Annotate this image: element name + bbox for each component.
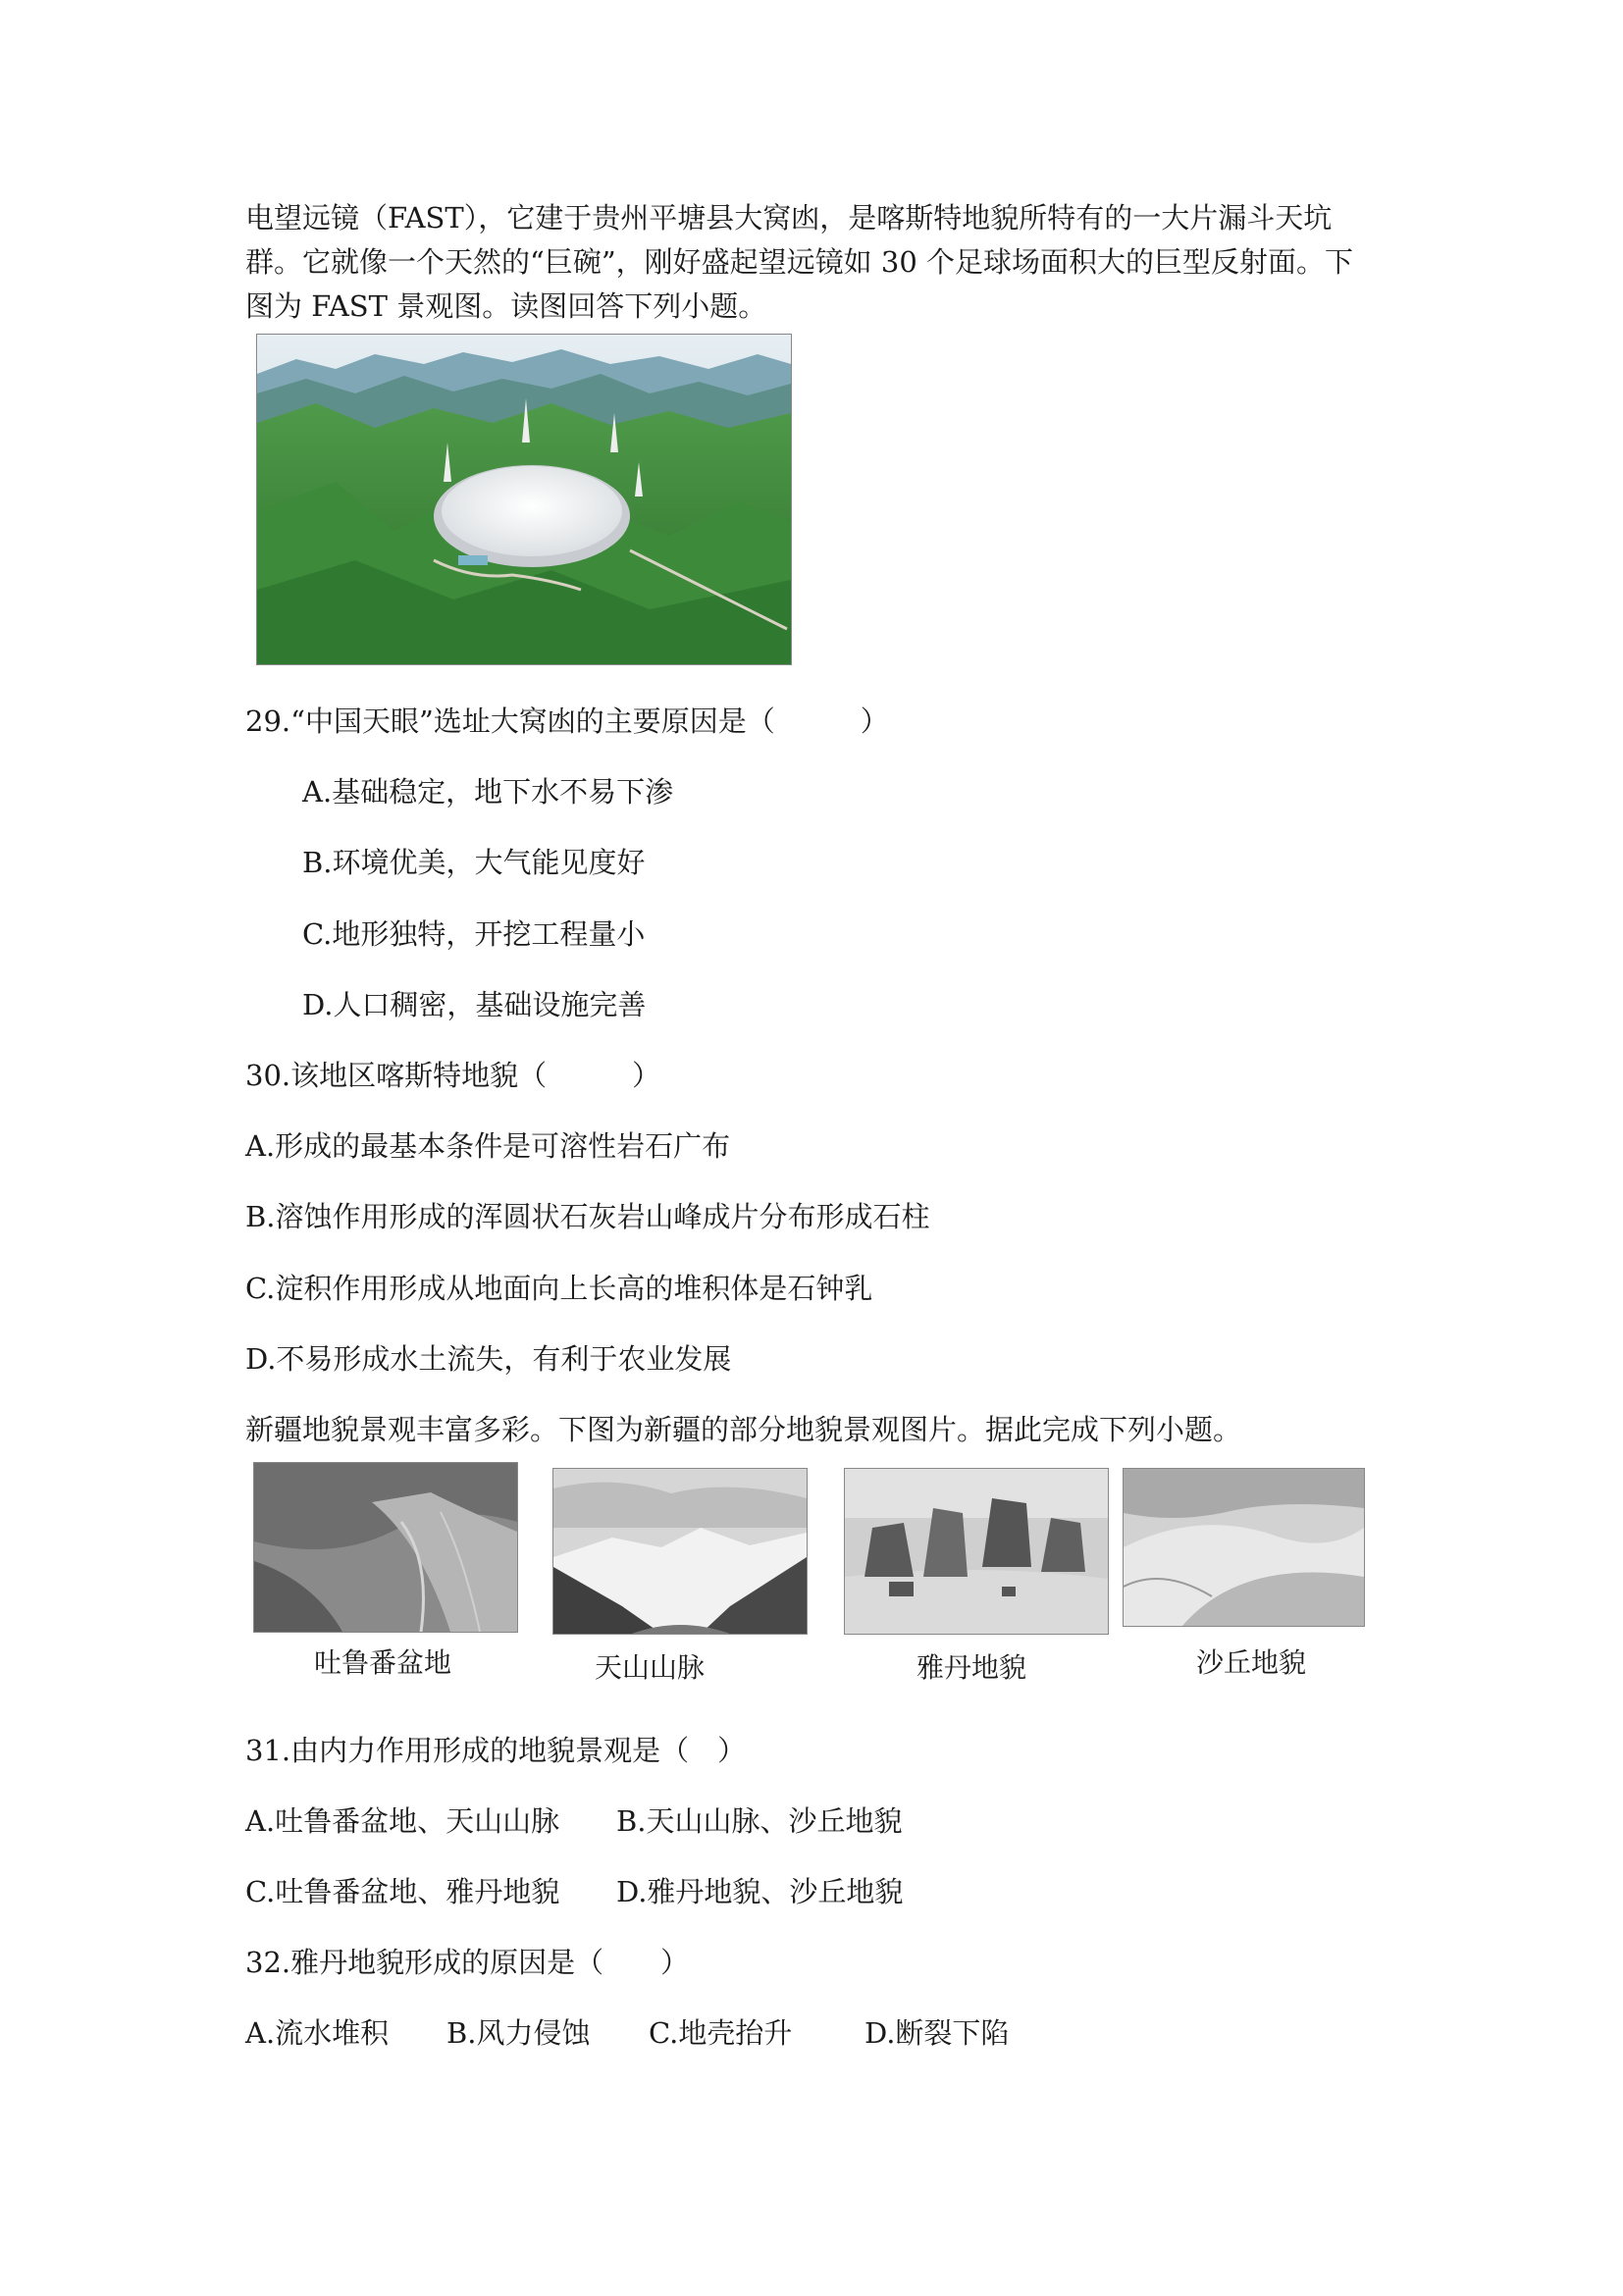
question-31-option-b[interactable]: B.天山山脉、沙丘地貌 [616,1804,903,1838]
caption-yardang-landform: 雅丹地貌 [916,1651,1026,1684]
question-29-option-c[interactable]: C.地形独特，开挖工程量小 [302,917,646,951]
caption-sand-dune: 沙丘地貌 [1195,1646,1306,1679]
yardang-landform-photo [844,1468,1109,1635]
question-32-option-b[interactable]: B.风力侵蚀 [446,2016,591,2050]
intro-line-2: 群。它就像一个天然的“巨碗”，刚好盛起望远镜如 30 个足球场面积大的巨型反射面。下 [245,245,1353,279]
question-32-options-row [245,2011,1009,2055]
sand-dune-photo [1123,1468,1365,1627]
question-32-option-c[interactable]: C.地壳抬升 [649,2016,793,2050]
question-32-stem: 32.雅丹地貌形成的原因是（ ） [245,1946,690,1979]
question-29-option-a[interactable]: A.基础稳定，地下水不易下渗 [302,775,674,809]
question-31-options-row-1 [245,1800,903,1843]
question-32-option-d[interactable]: D.断裂下陷 [864,2016,1010,2050]
question-32-option-a[interactable]: A.流水堆积 [245,2016,390,2050]
question-29-option-b[interactable]: B.环境优美，大气能见度好 [302,846,646,879]
intro-line-3: 图为 FAST 景观图。读图回答下列小题。 [245,289,767,323]
question-30-option-d[interactable]: D.不易形成水土流失，有利于农业发展 [245,1342,732,1376]
question-31-option-d[interactable]: D.雅丹地貌、沙丘地貌 [616,1875,904,1908]
tianshan-mountains-photo [552,1468,808,1635]
question-30-option-c[interactable]: C.淀积作用形成从地面向上长高的堆积体是石钟乳 [245,1272,873,1305]
question-31-option-a[interactable]: A.吐鲁番盆地、天山山脉 [245,1804,560,1838]
xinjiang-intro: 新疆地貌景观丰富多彩。下图为新疆的部分地貌景观图片。据此完成下列小题。 [245,1413,1242,1446]
question-31-options-row-2 [245,1870,903,1913]
question-31-option-c[interactable]: C.吐鲁番盆地、雅丹地貌 [245,1875,560,1908]
caption-tianshan-mountains: 天山山脉 [594,1651,705,1684]
question-29-stem: 29.“中国天眼”选址大窝凼的主要原因是（ ） [245,704,889,738]
caption-turpan-basin: 吐鲁番盆地 [313,1646,451,1679]
question-29-option-d[interactable]: D.人口稠密，基础设施完善 [302,988,647,1021]
turpan-basin-photo [253,1462,518,1633]
question-30-option-b[interactable]: B.溶蚀作用形成的浑圆状石灰岩山峰成片分布形成石柱 [245,1200,930,1233]
question-30-option-a[interactable]: A.形成的最基本条件是可溶性岩石广布 [245,1129,731,1163]
intro-line-1: 电望远镜（FAST），它建于贵州平塘县大窝凼，是喀斯特地貌所特有的一大片漏斗天坑 [245,201,1333,235]
fast-telescope-photo [256,334,792,665]
question-30-stem: 30.该地区喀斯特地貌（ ） [245,1059,661,1092]
question-31-stem: 31.由内力作用形成的地貌景观是（ ） [245,1734,747,1767]
